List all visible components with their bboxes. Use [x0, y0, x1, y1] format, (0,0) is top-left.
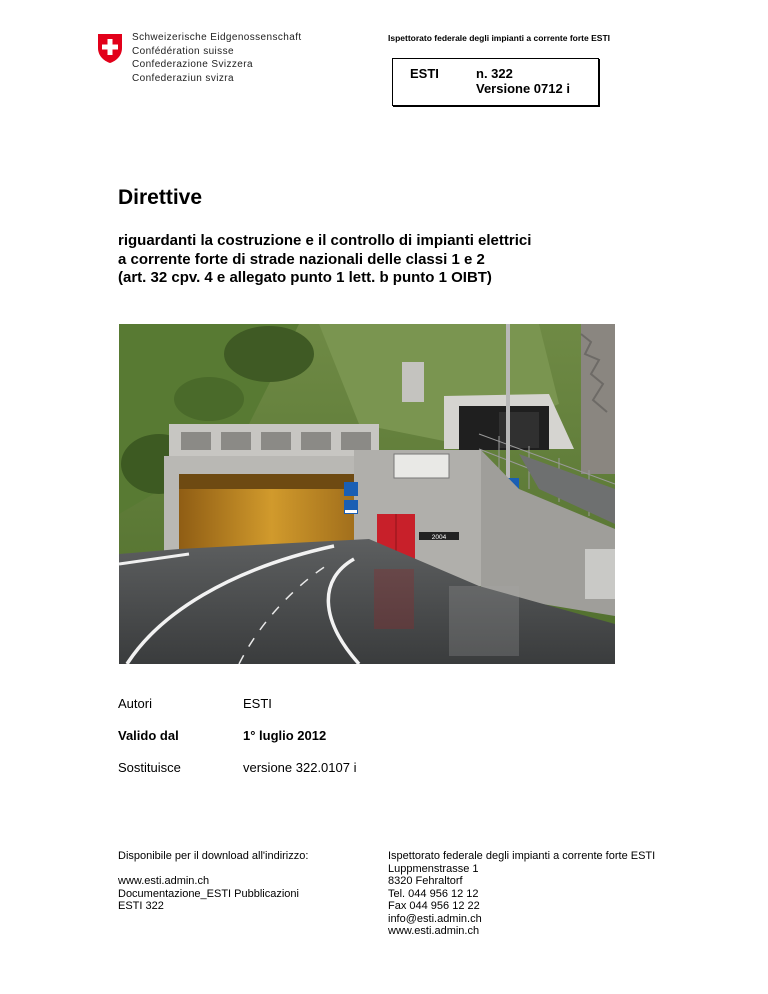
address-tel: Tel. 044 956 12 12 — [388, 887, 479, 900]
ref-org: ESTI — [410, 66, 439, 81]
tunnel-number-label: 2004 — [431, 534, 447, 541]
subtitle-line: riguardanti la costruzione e il controllo di impianti elettrici — [118, 232, 532, 249]
confederation-line: Confederazione Svizzera — [132, 59, 253, 70]
confederation-name — [132, 31, 302, 85]
confederation-line: Confederaziun svizra — [132, 72, 234, 84]
address-web: www.esti.admin.ch — [388, 925, 480, 937]
confederation-line: Schweizerische Eidgenossenschaft — [132, 32, 302, 43]
subtitle-line: a corrente forte di strade nazionali delle classi 1 e 2 — [118, 250, 485, 268]
page-title: Direttive — [118, 186, 203, 209]
address-email: info@esti.admin.ch — [388, 912, 482, 925]
ref-number-version — [476, 66, 570, 96]
reference-box — [392, 58, 599, 106]
ref-version: Versione 0712 i — [476, 81, 570, 96]
address-street: Luppmenstrasse 1 — [388, 862, 479, 875]
address-name: Ispettorato federale degli impianti a corrente forte ESTI — [388, 850, 656, 862]
ref-number: n. 322 — [476, 66, 513, 81]
download-path: Documentazione_ESTI Pubblicazioni — [118, 887, 299, 900]
info-label-authors: Autori — [118, 696, 152, 711]
swiss-coat-of-arms-icon — [97, 33, 123, 64]
download-doc: ESTI 322 — [118, 900, 164, 912]
download-url: www.esti.admin.ch — [118, 875, 210, 887]
address-fax: Fax 044 956 12 22 — [388, 900, 480, 912]
download-label: Disponibile per il download all'indirizzo: — [118, 850, 309, 862]
info-label-valid-from: Valido dal — [118, 728, 179, 743]
info-value-valid-from: 1° luglio 2012 — [243, 728, 327, 743]
page-subtitle — [118, 232, 678, 288]
address-city: 8320 Fehraltorf — [388, 875, 463, 887]
tunnel-portal-photo — [119, 324, 615, 664]
footer-download-info — [118, 850, 308, 913]
info-label-replaces: Sostituisce — [118, 760, 181, 775]
info-value-replaces: versione 322.0107 i — [243, 760, 357, 775]
inspectorate-header: Ispettorato federale degli impianti a corrente forte ESTI — [388, 33, 610, 43]
footer-address — [388, 850, 655, 938]
info-value-authors: ESTI — [243, 696, 272, 711]
confederation-line: Confédération suisse — [132, 45, 234, 57]
subtitle-line: (art. 32 cpv. 4 e allegato punto 1 lett. b punto 1 OIBT) — [118, 269, 492, 286]
